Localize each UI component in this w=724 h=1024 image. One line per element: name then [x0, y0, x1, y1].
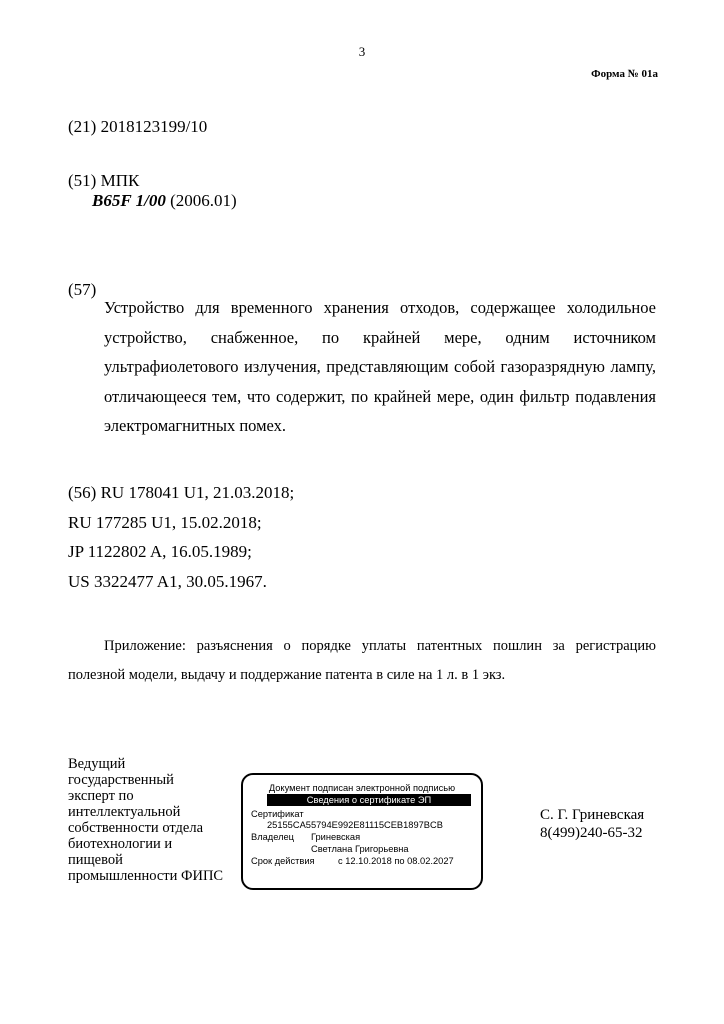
position-line: пищевой	[68, 852, 123, 868]
reference-item: RU 177285 U1, 15.02.2018;	[68, 512, 262, 532]
page-number: 3	[358, 44, 366, 59]
references-list	[68, 478, 294, 596]
examiner-position	[68, 756, 238, 884]
stamp-cert-number: 25155CA55794E992E81115CEB1897BCB	[267, 820, 443, 830]
position-line: государственный	[68, 772, 174, 788]
signer-name: С. Г. Гриневская	[540, 807, 645, 823]
reference-item: (56) RU 178041 U1, 21.03.2018;	[68, 483, 295, 502]
position-line: интеллектуальной	[68, 804, 181, 820]
abstract-code: (57)	[68, 280, 97, 299]
stamp-validity-label: Срок действия	[251, 856, 315, 866]
stamp-title: Документ подписан электронной подписью	[268, 783, 456, 793]
ipc-class-code: B65F 1/00	[92, 191, 166, 210]
stamp-owner-surname: Гриневская	[311, 832, 361, 842]
stamp-owner-label: Владелец	[251, 832, 295, 842]
signer-phone: 8(499)240-65-32	[540, 825, 643, 841]
abstract-text: Устройство для временного хранения отходов, содержащее холодильное устройство, снабженное, по крайней мере, одним источником ультрафиолетового излучения, представляющим собой газоразрядную лампу, отличающееся тем, что содержит, по крайней мере, один фильтр подавления электромагнитных помех.	[104, 298, 656, 435]
ipc-version: (2006.01)	[170, 191, 237, 210]
attachment-note: Приложение: разъяснения о порядке уплаты патентных пошлин за регистрацию полезной модели, выдачу и поддержание патента в силе на 1 л. в 1 экз.	[68, 638, 656, 683]
ipc-label: (51) МПК	[68, 171, 140, 190]
position-line: промышленности ФИПС	[68, 868, 224, 884]
form-number: Форма № 01а	[591, 68, 658, 80]
position-line: эксперт по	[68, 788, 134, 804]
position-line: биотехнологии и	[68, 836, 173, 852]
ipc-classification	[92, 191, 237, 211]
application-number: (21) 2018123199/10	[68, 117, 208, 136]
stamp-owner-given-names: Светлана Григорьевна	[311, 844, 409, 854]
stamp-validity-value: с 12.10.2018 по 08.02.2027	[338, 856, 454, 866]
stamp-cert-label: Сертификат	[251, 809, 304, 819]
position-line: собственности отдела	[68, 820, 204, 836]
reference-item: JP 1122802 A, 16.05.1989;	[68, 542, 252, 561]
stamp-cert-info-bar: Сведения о сертификате ЭП	[267, 794, 471, 806]
position-line: Ведущий	[68, 756, 126, 772]
electronic-signature-stamp	[241, 773, 483, 890]
reference-item: US 3322477 A1, 30.05.1967.	[68, 571, 267, 591]
